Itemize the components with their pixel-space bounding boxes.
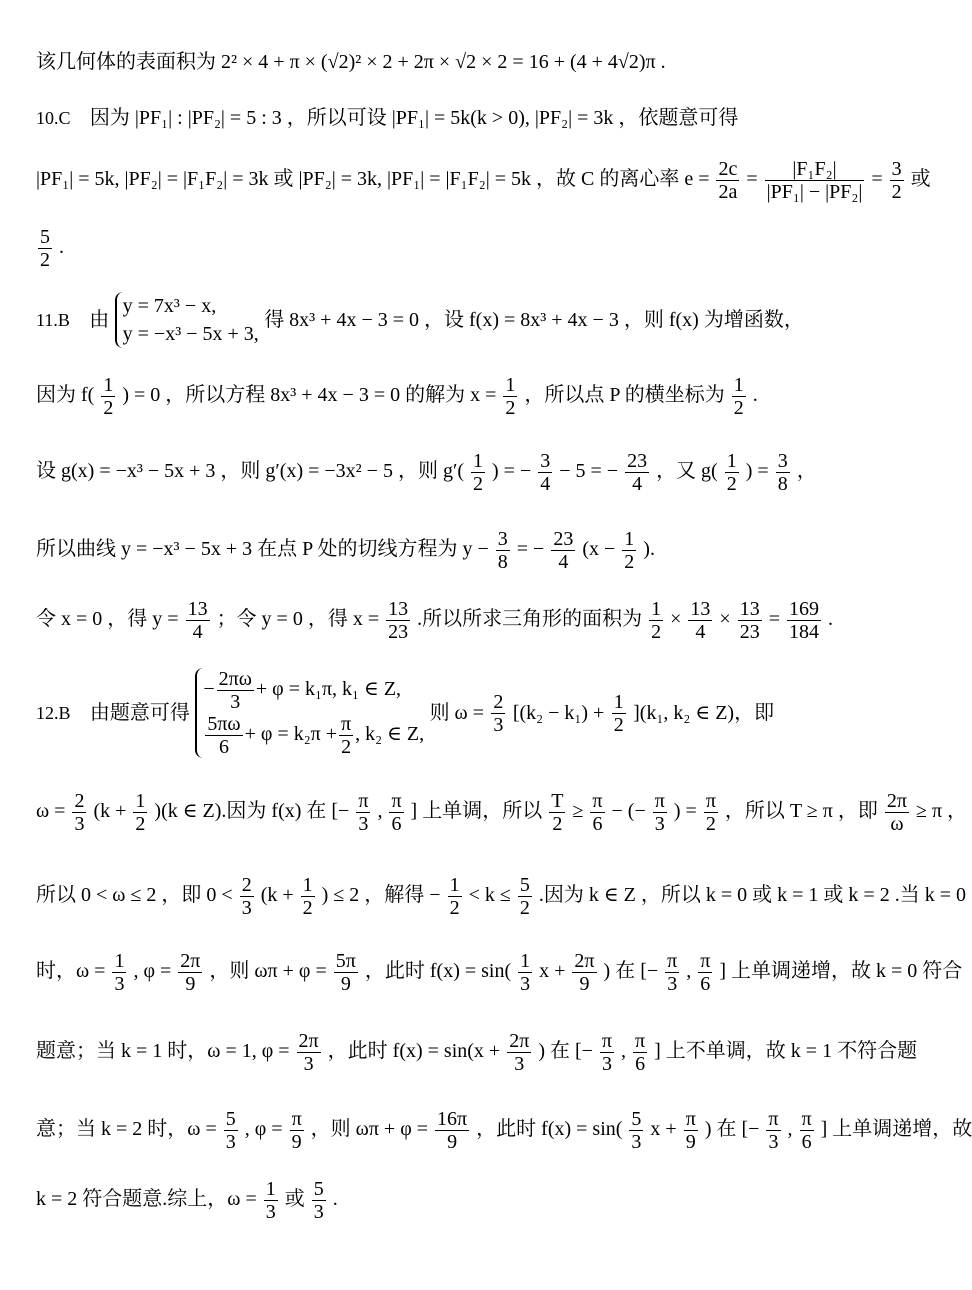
den: 3 [303, 1053, 314, 1075]
text: , [377, 800, 383, 823]
num: 1 [505, 374, 516, 396]
text: 令 x = 0 ，得 y = [36, 608, 179, 631]
den: 23 [388, 621, 409, 643]
num: π [341, 713, 352, 735]
fraction [435, 1108, 469, 1153]
q12-line-4 [36, 950, 962, 995]
den: 3 [493, 713, 504, 736]
equation: y = 7x³ − x, [122, 295, 217, 317]
text: 所以曲线 y = −x³ − 5x + 3 在点 P 处的切线方程为 y − [36, 538, 489, 561]
fraction [590, 790, 604, 835]
fraction [776, 450, 790, 495]
num: π [358, 790, 369, 812]
q12-line-6 [36, 1108, 972, 1153]
den: 4 [632, 473, 643, 495]
q11-line-1 [36, 292, 804, 348]
num: 23 [627, 450, 648, 472]
text: (k + [93, 800, 127, 823]
fraction [549, 790, 565, 835]
den: 6 [700, 973, 711, 995]
q10-label: 10.C [36, 108, 71, 128]
text: ，则 ωπ + φ = [310, 1118, 429, 1141]
fraction [890, 158, 904, 203]
fraction [240, 874, 254, 919]
num: π [768, 1108, 779, 1130]
num: π [685, 1108, 696, 1130]
num: 1 [135, 790, 146, 812]
fraction [186, 598, 210, 643]
num: 2 [493, 690, 504, 713]
num: 1 [265, 1178, 276, 1200]
den: 3 [358, 813, 369, 835]
num: 5 [225, 1108, 236, 1130]
text: ，又 g( [656, 460, 718, 483]
fraction [205, 713, 242, 758]
fraction [112, 950, 126, 995]
num: T [551, 790, 564, 812]
den: 4 [540, 473, 551, 495]
text: ). [643, 538, 655, 561]
den: 3 [601, 1053, 612, 1075]
text: 则 ω = [429, 702, 485, 724]
num: 16π [437, 1108, 468, 1130]
fraction [518, 950, 532, 995]
num: 1 [449, 874, 460, 896]
den: ω [890, 813, 904, 835]
text: ) ≤ 2 ，解得 − [321, 884, 441, 907]
text: ， [796, 460, 817, 483]
text: x + [650, 1118, 677, 1141]
text: 得 8x³ + 4x − 3 = 0 ，设 f(x) = 8x³ + 4x − 3 ，则 f(x) 为增函数， [264, 309, 804, 331]
num: 2πω [218, 668, 252, 690]
text: 由题意可得 [89, 702, 190, 724]
den: 9 [291, 1131, 302, 1153]
num: 2 [74, 790, 85, 812]
fraction [800, 1108, 814, 1153]
den: 9 [447, 1131, 458, 1153]
den: 6 [592, 813, 603, 835]
fraction [766, 1108, 780, 1153]
q12-line-3 [36, 874, 966, 919]
den: 9 [579, 973, 590, 995]
num: 3 [891, 158, 902, 180]
equation-system [195, 668, 424, 758]
num: 13 [388, 598, 409, 620]
den: 3 [667, 973, 678, 995]
text: ；令 y = 0 ，得 x = [216, 608, 380, 631]
num: 5 [631, 1108, 642, 1130]
fraction [600, 1030, 614, 1075]
num: 2π [574, 950, 595, 972]
text: ](k₁, k₂ ∈ Z)，即 [633, 702, 775, 724]
fraction [356, 790, 370, 835]
num: 2π [180, 950, 201, 972]
text: , φ = [133, 960, 172, 983]
num: 5 [519, 874, 530, 896]
den: 3 [768, 1131, 779, 1153]
q10-text-1: 因为 |PF₁| : |PF₂| = 5 : 3 ，所以可设 |PF₁| = 5k(k > 0), |PF₂| = 3k ，依题意可得 [89, 107, 739, 129]
q11-line-4 [36, 528, 655, 573]
num: π [601, 1030, 613, 1052]
fraction [725, 450, 739, 495]
den: 6 [801, 1131, 812, 1153]
den: 3 [225, 1131, 236, 1153]
den: 9 [185, 973, 196, 995]
text: ω = [36, 800, 66, 823]
den: 2 [624, 551, 635, 573]
fraction [698, 950, 712, 995]
den: 2 [473, 473, 483, 495]
text: ) 在 [− [704, 1118, 760, 1141]
num: 2π [298, 1030, 319, 1052]
fraction [217, 668, 254, 713]
den: 9 [340, 973, 351, 995]
text: 所以 0 < ω ≤ 2 ，即 0 < [36, 884, 233, 907]
text: ，此时 f(x) = sin( [364, 960, 512, 983]
den: 3 [514, 1053, 525, 1075]
fraction [688, 598, 712, 643]
text: , φ = [244, 1118, 283, 1141]
text: − 5 = − [559, 460, 619, 483]
text: ] 上单调，所以 [410, 800, 543, 823]
q10-text-2: |PF₁| = 5k, |PF₂| = |F₁F₂| = 3k 或 |PF₂| = 3k, |PF₁| = |F₁F₂| = 5k ，故 C 的离心率 e = [36, 168, 710, 191]
text: ，此时 f(x) = sin(x + [327, 1040, 501, 1063]
fraction [653, 790, 667, 835]
num: π [801, 1108, 812, 1130]
den: 4 [192, 621, 203, 643]
equation-system [115, 292, 259, 348]
fraction [629, 1108, 643, 1153]
num: 2 [241, 874, 252, 896]
text: k = 2 符合题意.综上，ω = [36, 1188, 257, 1211]
den: 8 [777, 473, 788, 495]
den: 2 [40, 249, 50, 271]
den: 3 [114, 973, 125, 995]
fraction [133, 790, 147, 835]
text: 时，ω = [36, 960, 106, 983]
text: ，此时 f(x) = sin( [476, 1118, 623, 1141]
fraction [738, 598, 762, 643]
text: ) = − [492, 460, 532, 483]
period: . [59, 236, 64, 259]
text: . [827, 608, 833, 631]
den: 6 [635, 1053, 646, 1075]
q12-line-5 [36, 1030, 917, 1075]
num: 3 [497, 528, 508, 550]
q12-line-2 [36, 790, 967, 835]
den: 2 [341, 736, 352, 758]
text: − (− [611, 800, 646, 823]
den: 3 [265, 1201, 276, 1223]
text: (k + [260, 884, 294, 907]
fraction [334, 950, 358, 995]
equation: y = −x³ − 5x + 3, [122, 323, 259, 345]
den: 2 [705, 813, 716, 835]
num: 1 [733, 374, 744, 396]
num: π [667, 950, 678, 972]
num: |F₁F₂| [765, 158, 865, 181]
den: 3 [230, 691, 241, 713]
text: + φ = k₂π + [244, 723, 338, 746]
text: (x − [582, 538, 616, 561]
fraction [633, 1030, 647, 1075]
text: [(k₂ − k₁) + [512, 702, 605, 724]
den: 4 [558, 551, 569, 573]
surface-area-line [36, 52, 666, 72]
text: = − [516, 538, 545, 561]
fraction [551, 528, 575, 573]
text: .因为 k ∈ Z ，所以 k = 0 或 k = 1 或 k = 2 .当 k = 0 [538, 884, 966, 907]
fraction [38, 226, 52, 271]
den: 8 [497, 551, 508, 573]
text: 设 g(x) = −x³ − 5x + 3 ，则 g′(x) = −3x² − 5 ，则 g′( [36, 460, 464, 483]
den: 2 [135, 813, 146, 835]
den: 2 [726, 473, 737, 495]
den: 2 [449, 897, 460, 919]
num: 1 [624, 528, 635, 550]
den: 2 [302, 897, 313, 919]
text: ，所以点 P 的横坐标为 [524, 384, 725, 407]
text: x + [539, 960, 566, 983]
num: 5πω [207, 713, 241, 735]
text: + φ = k₁π, k₁ ∈ Z, [255, 678, 402, 701]
text: ≥ π ， [915, 800, 968, 823]
den: 2a [718, 181, 738, 203]
fraction [684, 1108, 698, 1153]
num: 5π [335, 950, 356, 972]
den: 6 [391, 813, 402, 835]
den: 23 [739, 621, 760, 643]
text: 意；当 k = 2 时，ω = [36, 1118, 217, 1141]
den: 4 [695, 621, 706, 643]
fraction [518, 874, 532, 919]
num: 169 [788, 598, 819, 620]
fraction [649, 598, 663, 643]
num: π [705, 790, 716, 812]
den: 2 [505, 397, 516, 419]
den: 2 [552, 813, 563, 835]
fraction [507, 1030, 531, 1075]
num: 1 [103, 374, 114, 396]
num: 3 [540, 450, 551, 472]
num: π [635, 1030, 646, 1052]
num: 5 [313, 1178, 324, 1200]
q11-line-5: 令 x = 0 ，得 y = $\frac{13}{4}$ ；令 y = 0 ，得 x = $\frac{13}{23}$ .所以所求三角形的面积为 $\frac{1}{2}$ × $\frac{13}{4}$ × $\frac{13}{23}$ = $\frac{169}{184}$ . [36, 598, 833, 643]
den: 3 [313, 1201, 324, 1223]
text: ) = [745, 460, 769, 483]
text: , [621, 1040, 627, 1063]
num: 13 [690, 598, 711, 620]
den: 2 [103, 397, 114, 419]
den: 3 [654, 813, 665, 835]
fraction [787, 598, 821, 643]
num: 2π [509, 1030, 530, 1052]
text: ) 在 [− [538, 1040, 593, 1063]
fraction [625, 450, 649, 495]
text: 因为 f( [36, 384, 95, 407]
text: 题意；当 k = 1 时，ω = 1, φ = [36, 1040, 290, 1063]
num: 2c [718, 158, 738, 180]
fraction [503, 374, 517, 419]
q10-line-3 [36, 226, 64, 271]
fraction [665, 950, 679, 995]
den: 184 [788, 621, 819, 643]
q11-label: 11.B [36, 310, 70, 330]
num: π [592, 790, 603, 812]
fraction [538, 450, 552, 495]
num: 1 [726, 450, 737, 472]
text: , [787, 1118, 793, 1141]
fraction [496, 528, 510, 573]
den: 3 [631, 1131, 642, 1153]
surface-area-text: 该几何体的表面积为 2² × 4 + π × (√2)² × 2 + 2π × √2 × 2 = 16 + (4 + 4√2)π . [36, 51, 666, 73]
num: 1 [651, 598, 662, 620]
text: . [332, 1188, 338, 1211]
fraction [386, 598, 410, 643]
text: ，则 ωπ + φ = [209, 960, 327, 983]
fraction [491, 691, 505, 736]
q12-line-7 [36, 1178, 338, 1223]
q11-line-3 [36, 450, 817, 495]
den: 6 [218, 736, 229, 758]
text: 或 [284, 1188, 305, 1211]
fraction [765, 158, 865, 203]
den: 9 [685, 1131, 696, 1153]
fraction [178, 950, 202, 995]
den: 3 [520, 973, 531, 995]
fraction [301, 874, 315, 919]
num: 1 [613, 690, 624, 713]
fraction [622, 528, 636, 573]
fraction [732, 374, 746, 419]
text: ) = [673, 800, 697, 823]
num: 3 [777, 450, 788, 472]
fraction [716, 158, 739, 203]
num: 1 [520, 950, 531, 972]
num: 2π [886, 790, 907, 812]
num: 13 [739, 598, 760, 620]
fraction [72, 790, 86, 835]
num: π [654, 790, 665, 812]
text: , k₂ ∈ Z, [355, 723, 425, 746]
equation: − $\frac{2\pi\omega}{3}$ + φ = k₁π, k₁ ∈ Z, [203, 668, 402, 713]
num: π [700, 950, 711, 972]
text: .所以所求三角形的面积为 [417, 608, 643, 631]
text: ] 上单调递增，故 k = 0 符合 [719, 960, 963, 983]
den: |PF₁| − |PF₂| [766, 181, 863, 203]
text: ≥ [572, 800, 584, 823]
num: 23 [553, 528, 574, 550]
den: 2 [733, 397, 744, 419]
fraction [448, 874, 462, 919]
den: 2 [651, 621, 662, 643]
num: 1 [473, 450, 483, 472]
text: 由 [89, 309, 110, 331]
fraction [290, 1108, 304, 1153]
text: = [768, 608, 780, 631]
fraction [224, 1108, 238, 1153]
text: . [752, 384, 758, 407]
num: 1 [302, 874, 313, 896]
num: 13 [187, 598, 208, 620]
fraction [389, 790, 403, 835]
fraction [704, 790, 718, 835]
fraction [264, 1178, 278, 1223]
text: ) 在 [− [603, 960, 659, 983]
fraction [297, 1030, 321, 1075]
equation [203, 713, 424, 758]
den: 2 [891, 181, 902, 203]
q10-line-1 [36, 108, 738, 128]
fraction [471, 450, 485, 495]
den: 3 [241, 897, 252, 919]
den: 3 [74, 813, 85, 835]
q12-line-1 [36, 668, 774, 758]
text: )(k ∈ Z).因为 f(x) 在 [− [154, 800, 350, 823]
fraction [339, 713, 353, 758]
q12-label: 12.B [36, 703, 71, 723]
fraction [612, 691, 626, 736]
num: π [391, 790, 402, 812]
fraction [101, 374, 115, 419]
num: 1 [114, 950, 125, 972]
num: 5 [40, 226, 50, 248]
q11-line-2 [36, 374, 758, 419]
text: ) = 0 ，所以方程 8x³ + 4x − 3 = 0 的解为 x = [122, 384, 497, 407]
q10-line-2: |PF₁| = 5k, |PF₂| = |F₁F₂| = 3k 或 |PF₂| = 3k, |PF₁| = |F₁F₂| = 5k ，故 C 的离心率 e = $\frac{2c}{2a}$ = $\frac{\text{|F₁F₂|}}{\text{|PF₁| − |PF₂|}}$ = $\frac{3}{2}$ 或 [36, 158, 931, 203]
text: ] 上不单调，故 k = 1 不符合题 [654, 1040, 918, 1063]
text: ] 上单调递增，故 [820, 1118, 972, 1141]
fraction [572, 950, 596, 995]
or-word: 或 [910, 168, 931, 191]
fraction [312, 1178, 326, 1223]
text: < k ≤ [468, 884, 511, 907]
num: π [291, 1108, 302, 1130]
fraction [885, 790, 909, 835]
den: 2 [613, 713, 624, 736]
den: 2 [519, 897, 530, 919]
text: ，所以 T ≥ π ，即 [724, 800, 878, 823]
text: , [686, 960, 692, 983]
